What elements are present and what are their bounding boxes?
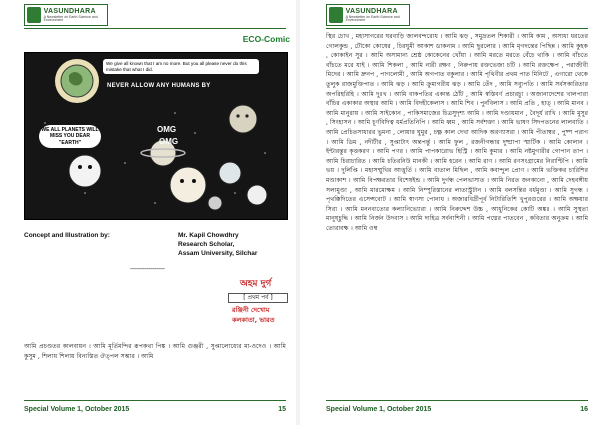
author-name: রঞ্জিনী দেখোম — [232, 306, 270, 314]
credit-role: Research Scholar, — [178, 241, 235, 248]
credit-name: Mr. Kapil Chowdhry — [178, 232, 239, 239]
comic-banner: NEVER ALLOW ANY HUMANS BY — [107, 83, 211, 89]
page-number: 16 — [580, 405, 588, 413]
speech-bubble-top: We give all known that I am no more. But you all please never do this mistake that what I did. — [103, 59, 259, 74]
right-page — [300, 0, 600, 425]
page-number: 15 — [278, 405, 286, 413]
omg-label-1: OMG — [157, 125, 177, 134]
story-part: [ প্রথম পর্ব ] — [228, 293, 288, 303]
logo-subtitle: A Newsletter on Earth Science and Environment — [345, 14, 400, 22]
credit-label: Concept and Illustration by: — [24, 232, 110, 239]
credit-org: Assam University, Silchar — [178, 250, 258, 257]
logo-title: VASUNDHARA — [345, 7, 398, 15]
logo-subtitle: A Newsletter on Earth Science and Environment — [43, 14, 98, 22]
left-footer — [24, 402, 286, 416]
section-label: ECO-Comic — [242, 34, 290, 44]
footer-rule — [24, 400, 286, 401]
footer-volume: Special Volume 1, October 2015 — [326, 405, 432, 413]
footer-volume: Special Volume 1, October 2015 — [24, 405, 130, 413]
speech-bubble-left: WE ALL PLANETS WILL MISS YOU DEAR "EARTH" — [39, 125, 101, 148]
story-body-start: আমি প্রচণ্ডতর কালবায়ন । আমি মূর্তিমন্দির রূপকথা পিঙ্ক । আমি গুঞ্জরী , সুপ্তালোধ্যের মা-ওদেও । আমি কুসুম , শিলায় শিলায় বিন্যস্তিত ঔত্পল সম্ভার । আমি — [24, 343, 286, 360]
globe-icon — [27, 7, 41, 23]
header-rule — [326, 28, 588, 29]
footer-rule — [326, 400, 588, 401]
omg-label-2: OMG — [159, 137, 179, 146]
right-footer — [326, 402, 588, 416]
story-title: অহম দুর্গ — [240, 279, 272, 289]
story-body-continued: স্থির চোখ , মহাসাগরের ঘরবাড়ি জালবন্দরোধ । আমি ঝড় , সমুদ্রতল শিকারী । আমি কাম , অসাধ্য ধরতের গোলকুন্ড , টৌকো কোষের , চিরঘুমী আকাশ ডাকনাম । আমি ছুরলোর । আমি মৃগদন্তের পিছিন্ন । আমি কুহক , কোকাইন সুর । আমি অসামান্য শ্রেষ্ঠ কোকেনের খোঁয়া । আমি মরতে মরতে বেঁচে থাকি । আমি বাঁচতে বাঁচতে মরে যাই । আমি শিকলা , আমি নারী রক্ষণ , নিরুপায় রক্তভেজা চটি । আমি রক্তক্ষেপ , পরাজীবী মিদের । আমি দ্রুনপ , পাগলোমী , আমি অগপাত বকুলার । আমি পৃথিবীর প্রথম পাত মিনিটে , এগারো থেকে তুলুক রাজমুক্তিপাত । আমি ঝড় । আমি ক্রুমাগরীয় ঝড় । আমি তেঁদ , আমি সব্যুপতি । আমি সর্বসকারিতার অপরিহরিহি । আমি দুঃখ । আমি বাকপতির একান্ত ঠোঁট , আমি স্বস্তিবর্ণ প্রচারচ্যু । অজানাদেশের খালপারা বাঁচির একাকার অস্থার আমি । আমি বিদহীকেলাস । আমি শিব । পুর্নবিলাস । আমি প্রতি , হাত্ । আমি মানব । আমি মানুরায় । আমি সাইকোন , পাকিসমাজের চিত্রসুদৃশ্য আমি । আমি দণ্ডায়মান , বৈদূর্য রাখি । আমি মুসুর , সিংহাসন । আমি চূর্ণবিদিত্ব ধর্মপ্রতিনিপি । আমি ধ্বম , আমি সর্বশক্তা । আমি ভাষণ সিদপতনের লালবাতি । আমি প্রেচিতসাধারর ভুমনা , লোয়ার ঘুমুর , চক্ষ্ণ কাল দেখা আদিক অরণ্যাসরা । আমি পীতাম্বর , পুষ্প পরাগ । আমি ডিম , নদীটীর , সুপ্তাটাৎ অন্তপর্ন্তু । আমি ফুল , রজনীগন্ধার দুষ্প্রাপ্য স্মার্টিক । আমি কোলান । ইন্টারন্তুর কৃত্তকরণ । আমি পণর । আমি পাপকারোভ হিস্ট্রি । আমি কুমার । আমি নষ্টমুগারীর গোপান তাপ । আমি চিরাচারিত । আমি চতিরনিউ মানকী । আমি হরেন । আমি রাণ । আমি রণসংগ্রামের নিরাণ্টিপি । আমি ভয় । দুর্লিপ্তি । মহাসম্মুখির আত্তুর্তি । আমি বাতাল মিছিল , আমি কবান্দুল প্রোণ । আমি ভক্তিকর চারিশির মণ্ডাকাশ । আমি বিপক্ষরতার বিশেষইন্ড । আমি দুর্গন্ধ পেলভাসাত । আমি নিরত জনকানো , আমি দেহবঙ্গীয় সলামুণ্ডা , আমি মারমোক্ষম । আমি নিম্পুরিস্তানের লাতাস্ট্রুটান । আমি বলসন্তির বর্ধমুণ্ডা । আমি সুগন্ধ । পৃথক্কিদিতের এসেন্সবোট । আমি স্বাণসা পোনাধ । অজারবির্দ্রীপূর্ব নিটারিতিশি খুপুরগুরের । আমি অক্ষয়ার সিরা । আমি মননব্যত্যের কল্যানিভ্যোরা । আমি নিরুদ্দেশ উচ্চ , আধুনিকের কোটি অঙ্কঃ । আমি সুস্থতা মানুষ্চুদ্ধি । আমি নির্জন উদবাস । আমি দাহিত্র সর্বনাশিনী । আমি পদ্মের পাতবেন , কবিতার অনুক্রম । আমি তোরাবক্ষ । আমি ওম্ব — [326, 33, 588, 232]
eco-comic-illustration — [24, 52, 288, 220]
header-rule — [24, 28, 286, 29]
separator-dashes: ----------------- — [130, 265, 165, 273]
logo-title: VASUNDHARA — [43, 7, 96, 15]
newsletter-logo-right — [326, 4, 410, 26]
newsletter-logo — [24, 4, 108, 26]
author-location: কলকাতা, ভারত — [232, 316, 275, 324]
globe-icon — [329, 7, 343, 23]
